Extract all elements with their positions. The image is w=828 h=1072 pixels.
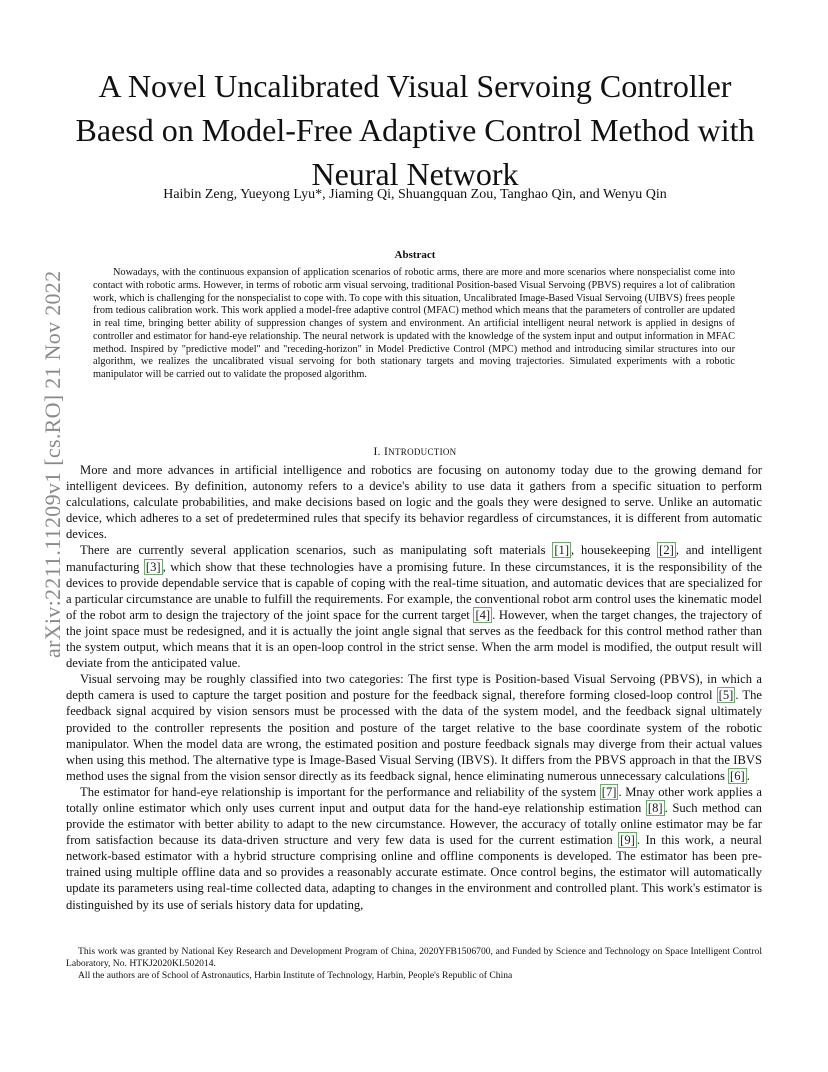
citation-link[interactable]: [3] <box>145 559 161 574</box>
paragraph-2-text-b: , housekeeping <box>571 543 658 558</box>
citation-link[interactable]: [1] <box>554 543 570 558</box>
section-title-rest: NTRODUCTION <box>388 447 457 457</box>
footnote-funding: This work was granted by National Key Research and Development Program of China, 2020YFB1506700, and Funded by Science and Technology on Space Intelligent Control Laboratory, No. HTKJ2020KL502014. <box>66 946 762 969</box>
paragraph-4-text-a: The estimator for hand-eye relationship is important for the performance and reliability of the system <box>80 784 600 799</box>
footnote-affiliation: All the authors are of School of Astronautics, Harbin Institute of Technology, Harbin, People's Republic of China <box>78 969 513 981</box>
paper-title: A Novel Uncalibrated Visual Servoing Controller Baesd on Model-Free Adaptive Control Method with Neural Network <box>75 68 755 192</box>
paragraph-2-text-c: , and intelligent manufacturing <box>66 543 762 574</box>
citation-link[interactable]: [5] <box>718 688 734 703</box>
arxiv-identifier: arXiv:2211.11209v1 [cs.RO] 21 Nov 2022 <box>40 270 65 658</box>
section-title <box>384 446 456 458</box>
paragraph-2-text-a: There are currently several application scenarios, such as manipulating soft materials <box>80 543 553 558</box>
paragraph-2 <box>66 542 762 671</box>
abstract-heading: Abstract <box>394 249 436 261</box>
abstract-text: Nowadays, with the continuous expansion of application scenarios of robotic arms, there are more and more scenarios where nonspecialist come into contact with robotic arms. However, in terms of robotic arm visual servoing, traditional Position-based Visual Servoing (PBVS) requires a lot of calibration work, which is challenging for the nonspecialist to cope with. To cope with this situation, Uncalibrated Image-Based Visual Servoing (UIBVS) frees people from tedious calibration work. This work applied a model-free adaptive control (MFAC) method which means that the parameters of controller are updated in real time, bringing better ability of suppression changes of system and environment. An artificial intelligent neural network is applied in designs of controller and estimator for hand-eye relationship. The neural network is updated with the knowledge of the system input and output information in MFAC method. Inspired by "predictive model" and "receding-horizon" in Model Predictive Control (MPC) method and introducing similar structures into our algorithm, we realizes the uncalibrated visual servoing for both stationary targets and moving trajectories. Simulated experiments with a robotic manipulator will be carried out to validate the proposed algorithm. <box>93 267 735 380</box>
paragraph-3-text-a: Visual servoing may be roughly classified into two categories: The first type is Position-based Visual Servoing (PBVS), in which a depth camera is used to capture the target position and posture for the feedback signal, therefore forming closed-loop control <box>66 672 762 703</box>
citation-link[interactable]: [8] <box>647 800 663 815</box>
section-title-initial: I <box>384 446 389 458</box>
body-text <box>66 462 762 913</box>
citation-link[interactable]: [7] <box>601 784 617 799</box>
paragraph-2-text-e: . However, when the target changes, the trajectory of the joint space must be redesigned, and it is actually the joint angle signal that serves as the feedback for this control method rather than the system output, which means that it is an open-loop control in the strict sense. When the arm model is modified, the output result will deviate from the anticipated value. <box>66 607 763 671</box>
section-heading <box>70 446 760 458</box>
paragraph-2-text-d: , which show that these technologies have a promising future. In these circumstances, it is the responsibility of the devices to provide dependable service that is capable of coping with the real-time situation, and automatic devices that are specialized for a particular circumstance are unable to fulfill the requirements. For example, the conventional robot arm control uses the kinematic model of the robot arm to design the trajectory of the joint space for the current target <box>66 559 762 622</box>
paragraph-4-text-b: . Mnay other work applies a totally online estimator which only uses current input and output data for the hand-eye relationship estimation <box>66 784 763 815</box>
paragraph-3 <box>66 671 762 784</box>
paragraph-4-text-c: . Such method can provide the estimator with better ability to adapt to the new circumstance. However, the accuracy of totally online estimator may be far from satisfaction because its data-driven structure and very few data is used for the current estimation <box>66 800 762 848</box>
paragraph-4 <box>66 784 762 913</box>
paragraph-3-text-c: . <box>746 768 750 783</box>
citation-link[interactable]: [4] <box>475 607 491 622</box>
author-list: Haibin Zeng, Yueyong Lyu*, Jiaming Qi, Shuangquan Zou, Tanghao Qin, and Wenyu Qin <box>163 187 667 202</box>
citation-link[interactable]: [9] <box>620 833 635 848</box>
paragraph-3-text-b: . The feedback signal acquired by vision sensors must be processed with the data of the system model, and the feedback signal ultimately provided to the controller represents the position and posture of the target relative to the base coordinate system of the robotic manipulator. When the model data are wrong, the estimated position and posture feedback signals may diverge from their actual values when using this method. The alternative type is Image-Based Visual Serving (IBVS). It differs from the PBVS approach in that the IBVS method uses the signal from the vision sensor directly as its feedback signal, hence eliminating numerous unnecessary calculations <box>66 688 762 783</box>
paragraph-4-text-d: . In this work, a neural network-based estimator with a hybrid structure comprising online and offline components is developed. The estimator has been pre-trained using multiple offline data and so provides a reasonably accurate estimate. Once control begins, the estimator will automatically update its parameters using real-time collected data, adapting to changes in the environment and controlled plant. This work's estimator is distinguished by its use of serials history data for updating, <box>66 833 762 912</box>
footnotes <box>66 946 762 982</box>
paragraph-1: More and more advances in artificial intelligence and robotics are focusing on autonomy today due to the growing demand for intelligent devicees. By definition, autonomy refers to a device's ability to use data it gathers from a specific situation to perform calculations, calculate probabilities, and make decisions based on logic and the goals they were designed to serve. Unlike an automatic device, which adheres to a set of predetermined rules that specify its behavior regardless of circumstances, it is different from automatic devices. <box>66 463 762 542</box>
section-number: I. <box>373 446 381 458</box>
citation-link[interactable]: [2] <box>659 543 674 558</box>
citation-link[interactable]: [6] <box>730 768 745 783</box>
